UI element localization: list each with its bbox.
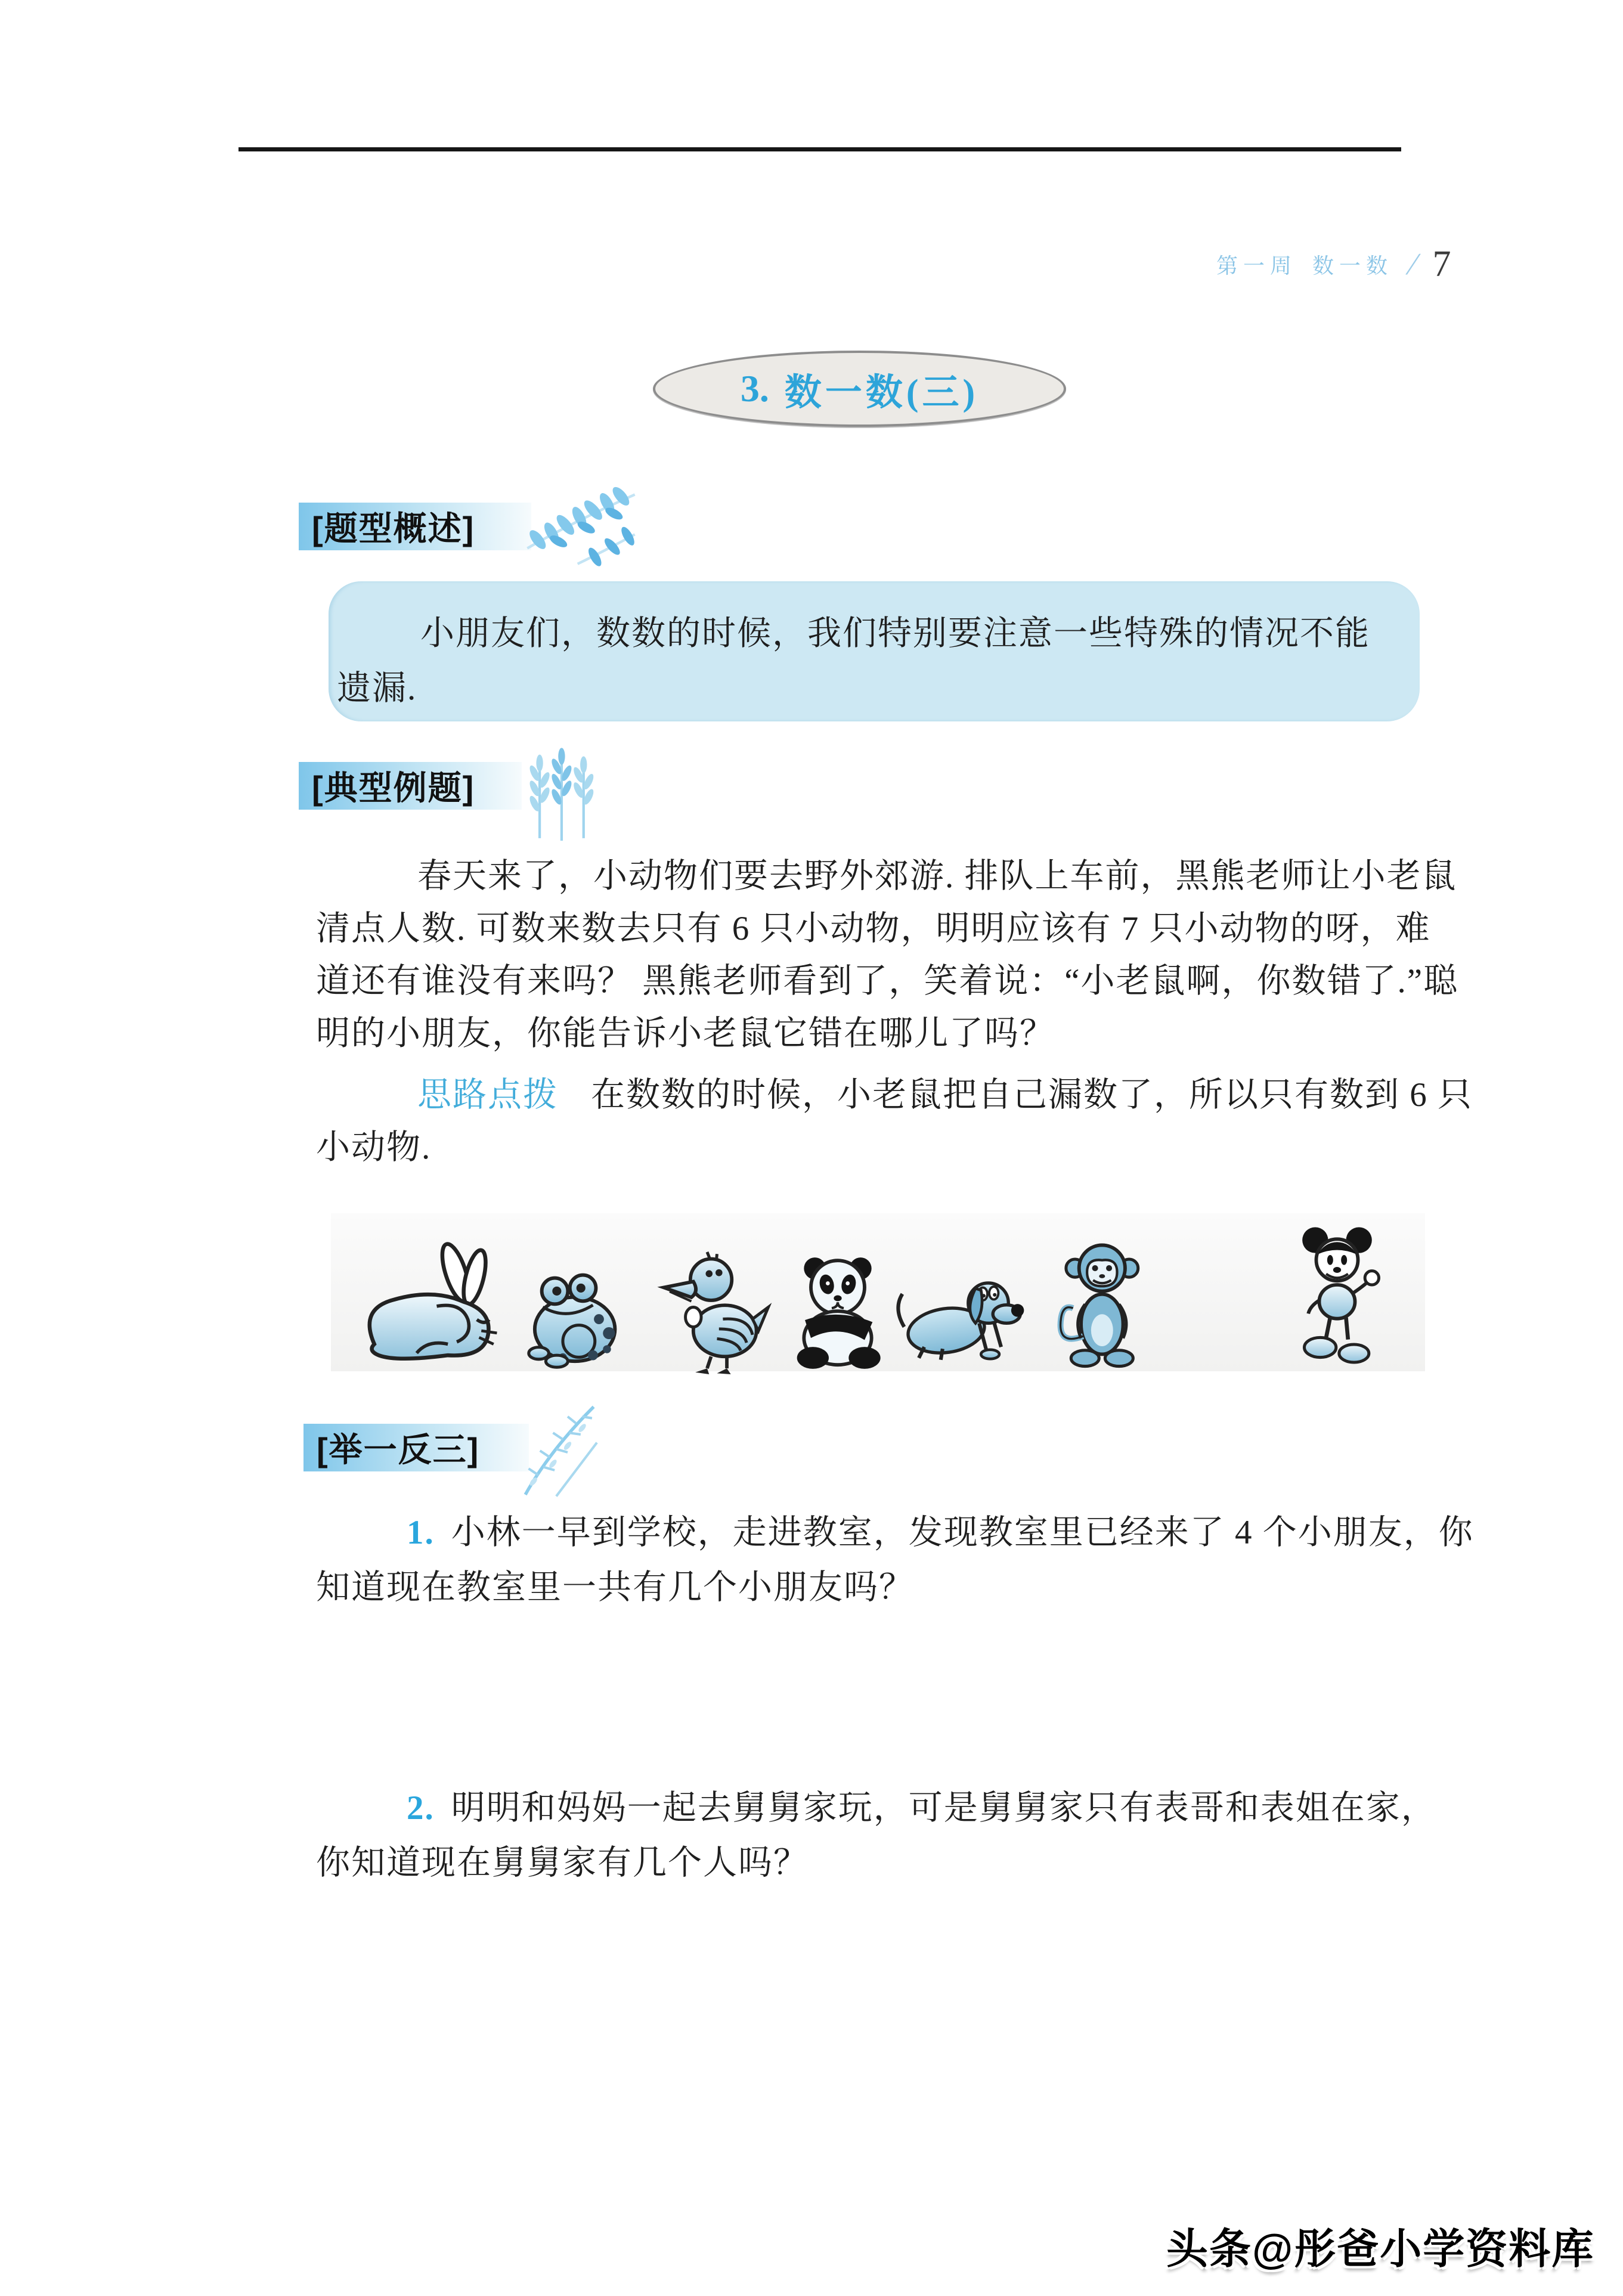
problem-2-line: 你知道现在舅舅家有几个人吗？ [316, 1844, 809, 1882]
panda-icon [781, 1249, 900, 1371]
example-line: 明的小朋友，你能告诉小老鼠它错在哪儿了吗？ [316, 1015, 1055, 1052]
overview-line: 小朋友们，数数的时候，我们特别要注意一些特殊的情况不能 [420, 615, 1370, 652]
section-label-practice: [举一反三] [303, 1424, 529, 1471]
page-number: 7 [1432, 244, 1451, 284]
lesson-title: 数一数(三) [784, 372, 979, 413]
watermark: 头条@彤爸小学资料库 [1166, 2226, 1595, 2272]
tip-label: 思路点拨 [417, 1076, 558, 1114]
overview-line: 遗漏. [337, 670, 417, 707]
problem-1-text: 小林一早到学校，走进教室，发现教室里已经来了 4 个小朋友，你 [451, 1514, 1474, 1551]
example-line: 道还有谁没有来吗？ 黑熊老师看到了，笑着说：“小老鼠啊，你数错了.”聪 [316, 962, 1459, 1000]
running-head-week: 第一周 [1216, 253, 1297, 278]
fern-icon [514, 1400, 603, 1498]
top-rule [239, 147, 1401, 151]
problem-2-line [407, 1780, 1436, 1829]
frog-icon [516, 1261, 638, 1371]
section-label-overview: [题型概述] [299, 503, 531, 550]
example-line: 清点人数. 可数来数去只有 6 只小动物，明明应该有 7 只小动物的呀，难 [316, 910, 1431, 947]
lesson-title-oval [653, 351, 1066, 427]
problem-2-text: 明明和妈妈一起去舅舅家玩，可是舅舅家只有表哥和表姐在家， [451, 1789, 1436, 1827]
running-head-section: 数一数 [1312, 253, 1393, 278]
running-head-slash: / [1406, 247, 1420, 281]
monkey-icon [1037, 1234, 1169, 1374]
rabbit-icon [349, 1237, 507, 1365]
problem-1-number: 1. [407, 1514, 435, 1551]
running-head [1216, 243, 1451, 286]
duck-icon [656, 1246, 778, 1374]
section-label-example: [典型例题] [299, 762, 522, 810]
tip-line: 小动物. [316, 1129, 432, 1166]
tip-text: 在数数的时候，小老鼠把自己漏数了，所以只有数到 6 只 [591, 1076, 1473, 1114]
tip-line [417, 1067, 1473, 1116]
leaves-icon [520, 484, 642, 580]
problem-1-line [407, 1505, 1474, 1554]
wheat-icon [512, 741, 610, 842]
problem-2-number: 2. [407, 1789, 435, 1827]
mickey-mouse-icon [1282, 1222, 1392, 1371]
lesson-number: 3. [740, 367, 769, 410]
problem-1-line: 知道现在教室里一共有几个小朋友吗？ [316, 1569, 914, 1606]
example-line: 春天来了，小动物们要去野外郊游. 排队上车前，黑熊老师让小老鼠 [417, 857, 1457, 895]
dog-icon [891, 1258, 1029, 1368]
